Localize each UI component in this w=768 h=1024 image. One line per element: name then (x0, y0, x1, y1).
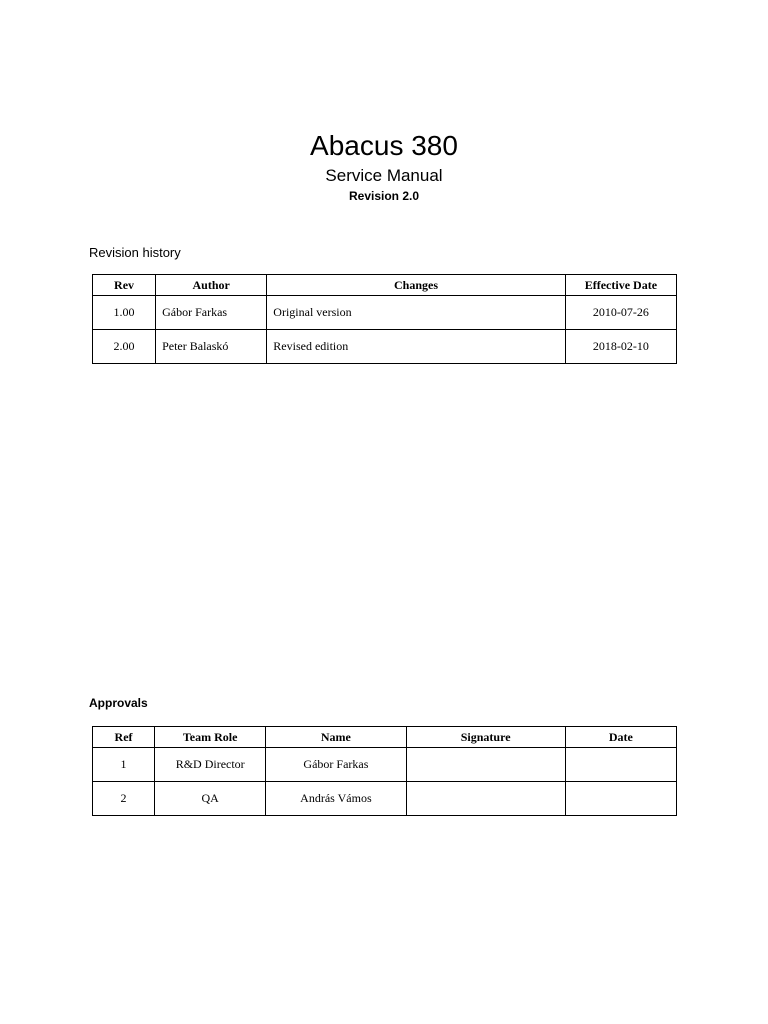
document-revision: Revision 2.0 (348, 189, 420, 203)
cell-name: András Vámos (266, 782, 406, 816)
column-header-rev: Rev (93, 275, 156, 296)
cell-name: Gábor Farkas (266, 748, 406, 782)
table-header-row (93, 275, 677, 296)
cell-team-role: QA (155, 782, 266, 816)
cell-team-role: R&D Director (155, 748, 266, 782)
cell-author: Peter Balaskó (156, 330, 267, 364)
cell-changes: Revised edition (267, 330, 566, 364)
cell-date (565, 782, 676, 816)
column-header-signature: Signature (406, 727, 565, 748)
document-title: Abacus 380 (310, 130, 458, 161)
approvals-heading: Approvals (89, 696, 148, 710)
column-header-effective-date: Effective Date (565, 275, 676, 296)
title-block (0, 128, 768, 204)
column-header-date: Date (565, 727, 676, 748)
table-row (93, 748, 677, 782)
column-header-name: Name (266, 727, 406, 748)
revision-history-table (92, 274, 677, 364)
column-header-author: Author (156, 275, 267, 296)
cell-ref: 2 (93, 782, 155, 816)
table-row (93, 330, 677, 364)
document-subtitle: Service Manual (325, 166, 443, 185)
cell-effective-date: 2010-07-26 (565, 296, 676, 330)
revision-history-heading: Revision history (89, 245, 181, 260)
cell-rev: 1.00 (93, 296, 156, 330)
table-row (93, 296, 677, 330)
cell-ref: 1 (93, 748, 155, 782)
cell-signature (406, 782, 565, 816)
table-row (93, 782, 677, 816)
column-header-ref: Ref (93, 727, 155, 748)
cell-effective-date: 2018-02-10 (565, 330, 676, 364)
approvals-table (92, 726, 677, 816)
cell-changes: Original version (267, 296, 566, 330)
cell-date (565, 748, 676, 782)
column-header-changes: Changes (267, 275, 566, 296)
table-header-row (93, 727, 677, 748)
cell-rev: 2.00 (93, 330, 156, 364)
cell-author: Gábor Farkas (156, 296, 267, 330)
column-header-team-role: Team Role (155, 727, 266, 748)
cell-signature (406, 748, 565, 782)
